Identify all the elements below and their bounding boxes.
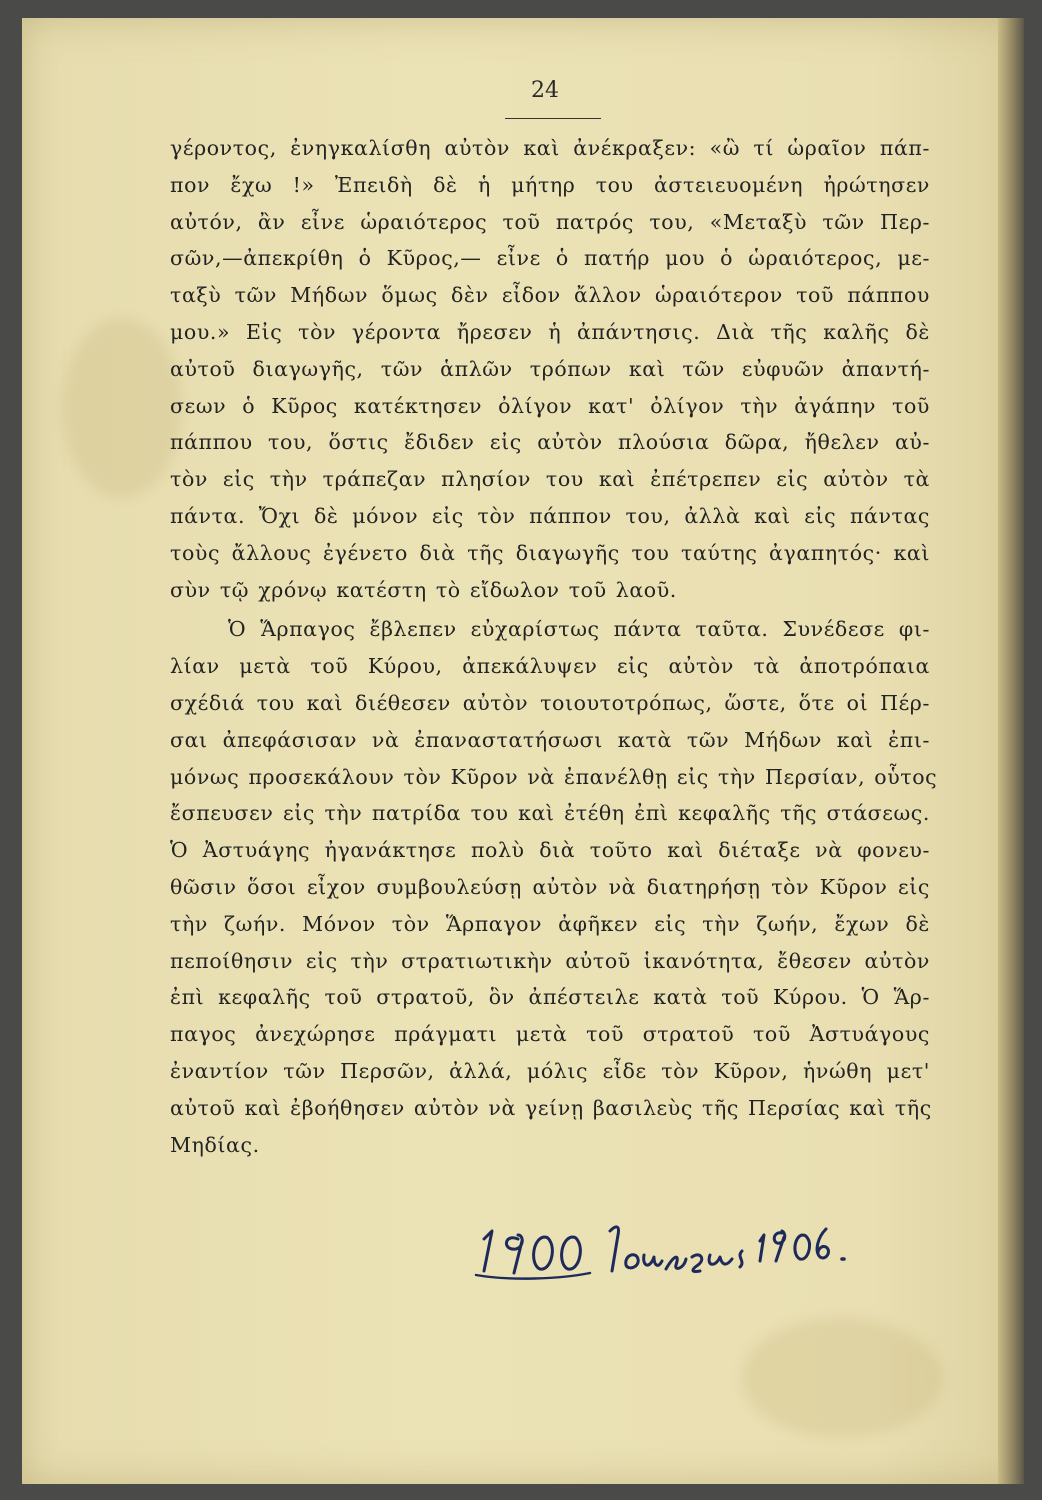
- page-number: 24: [531, 78, 559, 103]
- text-line: λίαν μετὰ τοῦ Κύρου, ἀπεκάλυψεν εἰς αὐτὸν τὰ ἀποτρόπαια: [170, 654, 930, 679]
- text-line: αὐτοῦ διαγωγῆς, τῶν ἁπλῶν τρόπων καὶ τῶν εὐφυῶν ἀπαντή-: [170, 356, 930, 381]
- text-line: ταξὺ τῶν Μήδων ὅμως δὲν εἶδον ἄλλον ὡραιότερον τοῦ πάππου: [170, 283, 930, 308]
- text-line: Ὁ Ἅρπαγος ἔβλεπεν εὐχαρίστως πάντα ταῦτα. Συνέδεσε φι-: [228, 617, 930, 642]
- text-line: αὐτόν, ἂν εἶνε ὡραιότερος τοῦ πατρός του, «Μεταξὺ τῶν Περ-: [170, 209, 930, 234]
- text-line: Ὁ Ἀστυάγης ἠγανάκτησε πολὺ διὰ τοῦτο καὶ διέταξε νὰ φονευ-: [170, 838, 930, 863]
- handwritten-note-drawing: [470, 1195, 890, 1285]
- text-line: μου.» Εἰς τὸν γέροντα ἤρεσεν ἡ ἀπάντησις. Διὰ τῆς καλῆς δὲ: [170, 319, 930, 344]
- text-line: σῶν,—ἀπεκρίθη ὁ Κῦρος,— εἶνε ὁ πατήρ μου ὁ ὡραιότερος, με-: [170, 246, 930, 271]
- paragraph-2: [170, 611, 938, 1163]
- text-line: ἐπὶ κεφαλῆς τοῦ στρατοῦ, ὃν ἀπέστειλε κατὰ τοῦ Κύρου. Ὁ Ἅρ-: [170, 985, 930, 1010]
- page-number-rule: [505, 118, 601, 119]
- text-line: σὺν τῷ χρόνῳ κατέστη τὸ εἴδωλον τοῦ λαοῦ.: [170, 577, 677, 602]
- text-line: σεων ὁ Κῦρος κατέκτησεν ὀλίγον κατ' ὀλίγον τὴν ἀγάπην τοῦ: [170, 393, 930, 418]
- handwritten-note: [470, 1195, 890, 1285]
- text-line: τὸν εἰς τὴν τράπεζαν πλησίον του καὶ ἐπέτρεπεν εἰς αὐτὸν τὰ: [170, 467, 930, 492]
- binding-gutter: [998, 18, 1024, 1484]
- text-line: πεποίθησιν εἰς τὴν στρατιωτικὴν αὐτοῦ ἱκανότητα, ἔθεσεν αὐτὸν: [170, 948, 930, 973]
- paper-stain: [62, 318, 182, 498]
- text-line: θῶσιν ὅσοι εἶχον συμβουλεύσῃ αὐτὸν νὰ διατηρήσῃ τὸν Κῦρον εἰς: [170, 874, 930, 899]
- body-text: [170, 130, 938, 1163]
- paper-stain: [742, 1318, 942, 1438]
- text-line: ἐναντίον τῶν Περσῶν, ἀλλά, μόλις εἶδε τὸν Κῦρον, ἡνώθη μετ': [170, 1058, 930, 1083]
- text-line: Μηδίας.: [170, 1132, 260, 1157]
- text-line: πάππου του, ὅστις ἔδιδεν εἰς αὐτὸν πλούσια δῶρα, ἤθελεν αὐ-: [170, 430, 930, 455]
- text-line: τὴν ζωήν. Μόνον τὸν Ἅρπαγον ἀφῆκεν εἰς τὴν ζωήν, ἔχων δὲ: [170, 911, 930, 936]
- text-line: μόνως προσεκάλουν τὸν Κῦρον νὰ ἐπανέλθῃ εἰς τὴν Περσίαν, οὗτος: [170, 764, 938, 789]
- text-line: πον ἔχω !» Ἐπειδὴ δὲ ἡ μήτηρ του ἀστειευομένη ἠρώτησεν: [170, 172, 930, 197]
- text-line: πάντα. Ὄχι δὲ μόνον εἰς τὸν πάππον του, ἀλλὰ καὶ εἰς πάντας: [170, 503, 930, 528]
- text-line: σαι ἀπεφάσισαν νὰ ἐπαναστατήσωσι κατὰ τῶν Μήδων καὶ ἐπι-: [170, 727, 930, 752]
- text-line: ἔσπευσεν εἰς τὴν πατρίδα του καὶ ἐτέθη ἐπὶ κεφαλῆς τῆς στάσεως.: [170, 801, 930, 826]
- text-line: τοὺς ἄλλους ἐγένετο διὰ τῆς διαγωγῆς του ταύτης ἀγαπητός· καὶ: [170, 540, 930, 565]
- text-line: αὐτοῦ καὶ ἐβοήθησεν αὐτὸν νὰ γείνῃ βασιλεὺς τῆς Περσίας καὶ τῆς: [170, 1095, 932, 1120]
- paragraph-1: [170, 130, 930, 608]
- text-line: σχέδιά του καὶ διέθεσεν αὐτὸν τοιουτοτρόπως, ὥστε, ὅτε οἱ Πέρ-: [170, 690, 930, 715]
- text-line: παγος ἀνεχώρησε πράγματι μετὰ τοῦ στρατοῦ τοῦ Ἀστυάγους: [170, 1022, 930, 1047]
- text-line: γέροντος, ἐνηγκαλίσθη αὐτὸν καὶ ἀνέκραξεν: «ὢ τί ὡραῖον πάπ-: [170, 136, 930, 160]
